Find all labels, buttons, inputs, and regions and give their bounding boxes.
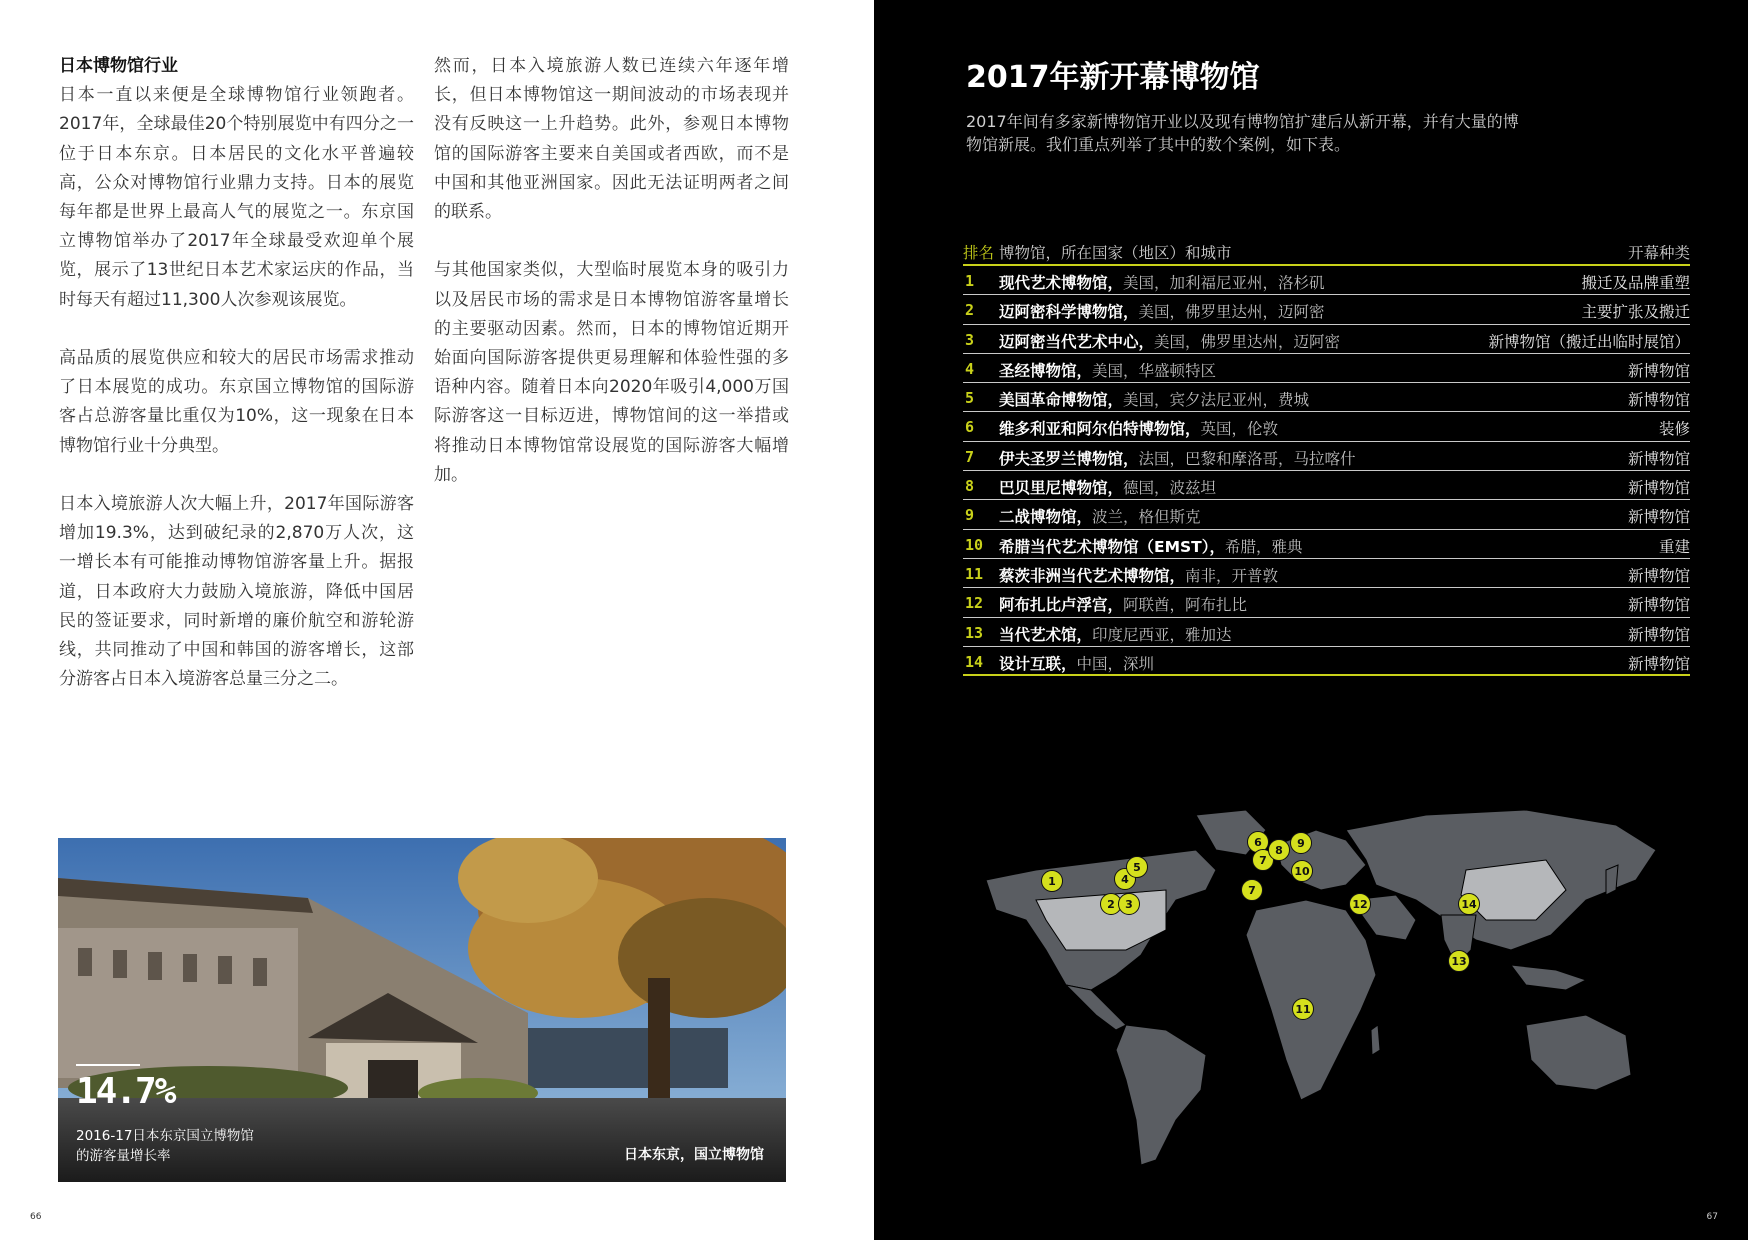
row-type: 新博物馆 — [1627, 654, 1690, 673]
museum-name: 现代艺术博物馆， — [999, 274, 1124, 292]
museum-location: 波兰，格但斯克 — [1092, 508, 1201, 527]
row-museum — [999, 652, 1154, 674]
header-museum: 博物馆，所在国家（地区）和城市 — [999, 244, 1232, 262]
museum-location: 阿联酋，阿布扎比 — [1123, 596, 1248, 615]
table-row — [963, 266, 1690, 295]
row-rank: 12 — [965, 594, 984, 613]
map-pin-14: 14 — [1458, 893, 1480, 915]
map-pin-12: 12 — [1349, 893, 1371, 915]
row-museum — [999, 300, 1325, 322]
map-pin-8: 8 — [1268, 839, 1290, 861]
row-type: 新博物馆（搬迁出临时展馆） — [1488, 332, 1690, 351]
stat-caption: 2016-17日本东京国立博物馆的游客量增长率 — [76, 1128, 254, 1164]
table-row — [963, 500, 1690, 529]
row-museum — [999, 564, 1278, 586]
paragraph: 日本一直以来便是全球博物馆行业领跑者。2017年，全球最佳20个特别展览中有四分之一位于日本东京。日本居民的文化水平普遍较高，公众对博物馆行业鼎力支持。日本的展览每年都是世界上最高人气的展览之一。东京国立博物馆举办了2017年全球最受欢迎单个展览，展示了13世纪日本艺术家运庆的作品，当时每天有超过11,300人次参观该展览。 — [59, 85, 414, 310]
page-title: 2017年新开幕博物馆 — [966, 60, 1260, 95]
row-rank: 8 — [965, 477, 975, 496]
paragraph: 高品质的展览供应和较大的居民市场需求推动了日本展览的成功。东京国立博物馆的国际游客占总游客量比重仅为10%，这一现象在日本博物馆行业十分典型。 — [59, 348, 414, 456]
map-pin-5: 5 — [1126, 856, 1148, 878]
map-pin-2: 2 — [1100, 893, 1122, 915]
museum-location: 英国，伦敦 — [1200, 420, 1279, 439]
museum-location: 德国，波兹坦 — [1123, 479, 1217, 498]
text-column-1 — [59, 52, 414, 694]
museum-table — [963, 238, 1690, 676]
row-rank: 2 — [965, 301, 975, 320]
row-museum — [999, 623, 1232, 645]
map-pin-7: 7 — [1252, 849, 1274, 871]
table-row — [963, 588, 1690, 617]
museum-name: 当代艺术馆， — [999, 625, 1093, 644]
row-museum — [999, 271, 1325, 293]
row-type: 新博物馆 — [1627, 625, 1690, 644]
right-page — [874, 0, 1748, 1240]
table-row — [963, 618, 1690, 647]
row-rank: 5 — [965, 389, 975, 408]
row-type: 重建 — [1658, 537, 1690, 556]
row-type: 新博物馆 — [1627, 508, 1690, 527]
row-rank: 13 — [965, 623, 984, 642]
text-column-2 — [434, 52, 789, 490]
museum-location: 美国，华盛顿特区 — [1092, 361, 1217, 380]
museum-name: 迈阿密科学博物馆， — [999, 303, 1139, 322]
row-type: 新博物馆 — [1627, 391, 1690, 410]
museum-name: 巴贝里尼博物馆， — [999, 479, 1124, 498]
table-header — [963, 238, 1690, 266]
row-museum — [999, 388, 1309, 410]
row-type: 搬迁及品牌重塑 — [1581, 274, 1690, 292]
map-pin-3: 3 — [1118, 893, 1140, 915]
paragraph: 日本入境旅游人次大幅上升，2017年国际游客增加19.3%，达到破纪录的2,870万人次，这一增长本有可能推动博物馆游客量上升。据报道，日本政府大力鼓励入境旅游，降低中国居民的签证要求，同时新增的廉价航空和游轮游线，共同推动了中国和韩国的游客增长，这部分游客占日本入境游客总量三分之二。 — [59, 494, 414, 690]
map-pin-1: 1 — [1041, 870, 1063, 892]
table-row — [963, 295, 1690, 324]
section-heading: 日本博物馆行业 — [59, 56, 178, 76]
row-type: 主要扩张及搬迁 — [1581, 303, 1690, 322]
row-rank: 4 — [965, 359, 975, 378]
world-map-shapes — [966, 790, 1686, 1180]
museum-name: 圣经博物馆， — [999, 361, 1093, 380]
museum-location: 美国，宾夕法尼亚州，费城 — [1123, 391, 1310, 410]
museum-location: 印度尼西亚，雅加达 — [1092, 625, 1232, 644]
map-pin-11: 11 — [1292, 998, 1314, 1020]
row-museum — [999, 330, 1340, 352]
museum-name: 阿布扎比卢浮宫， — [999, 596, 1124, 615]
row-rank: 9 — [965, 506, 975, 525]
museum-name: 希腊当代艺术博物馆（EMST）， — [999, 537, 1225, 556]
museum-name: 二战博物馆， — [999, 508, 1093, 527]
row-museum — [999, 359, 1216, 381]
stat-divider — [76, 1064, 140, 1066]
row-type: 新博物馆 — [1627, 596, 1690, 615]
table-row — [963, 412, 1690, 441]
row-museum — [999, 447, 1356, 469]
photo-caption: 日本东京，国立博物馆 — [624, 1147, 764, 1163]
museum-location: 法国，巴黎和摩洛哥，马拉喀什 — [1138, 449, 1356, 468]
row-type: 新博物馆 — [1627, 449, 1690, 468]
museum-name: 维多利亚和阿尔伯特博物馆， — [999, 420, 1201, 439]
row-rank: 1 — [965, 272, 975, 290]
table-row — [963, 354, 1690, 383]
table-row — [963, 559, 1690, 588]
museum-location: 中国，深圳 — [1076, 654, 1155, 673]
row-type: 新博物馆 — [1627, 479, 1690, 498]
intro-text: 2017年间有多家新博物馆开业以及现有博物馆扩建后从新开幕，并有大量的博物馆新展。我们重点列举了其中的数个案例，如下表。 — [966, 112, 1519, 154]
table-body — [963, 266, 1690, 676]
paragraph: 然而，日本入境旅游人数已连续六年逐年增长，但日本博物馆这一期间波动的市场表现并没有反映这一上升趋势。此外，参观日本博物馆的国际游客主要来自美国或者西欧，而不是中国和其他亚洲国家。因此无法证明两者之间的联系。 — [434, 56, 789, 223]
row-rank: 6 — [965, 418, 975, 437]
museum-name: 迈阿密当代艺术中心， — [999, 332, 1155, 351]
map-pin-10: 10 — [1291, 860, 1313, 882]
museum-name: 美国革命博物馆， — [999, 391, 1124, 410]
museum-location: 希腊，雅典 — [1225, 537, 1303, 556]
row-type: 装修 — [1658, 420, 1690, 439]
row-museum — [999, 417, 1278, 439]
page-number: 67 — [1706, 1212, 1718, 1222]
museum-location: 美国，加利福尼亚州，洛杉矶 — [1123, 274, 1325, 292]
paragraph: 与其他国家类似，大型临时展览本身的吸引力以及居民市场的需求是日本博物馆游客量增长的主要驱动因素。然而，日本的博物馆近期开始面向国际游客提供更易理解和体验性强的多语种内容。随着日本向2020年吸引4,000万国际游客这一目标迈进，博物馆间的这一举措或将推动日本博物馆常设展览的国际游客大幅增加。 — [434, 260, 789, 485]
museum-location: 美国，佛罗里达州，迈阿密 — [1138, 303, 1325, 322]
world-map — [966, 790, 1686, 1180]
row-rank: 10 — [965, 535, 984, 554]
row-rank: 3 — [965, 330, 975, 349]
stat-value: 14.7% — [76, 1071, 175, 1112]
map-pin-7: 7 — [1241, 879, 1263, 901]
row-rank: 14 — [965, 652, 984, 671]
museum-name: 伊夫圣罗兰博物馆， — [999, 449, 1139, 468]
museum-name: 蔡茨非洲当代艺术博物馆， — [999, 566, 1186, 585]
row-museum — [999, 535, 1303, 557]
header-type: 开幕种类 — [1627, 244, 1690, 262]
table-row — [963, 383, 1690, 412]
map-pin-9: 9 — [1290, 832, 1312, 854]
map-pin-4: 4 — [1114, 868, 1136, 890]
map-pin-13: 13 — [1448, 950, 1470, 972]
map-pin-6: 6 — [1247, 831, 1269, 853]
row-rank: 7 — [965, 447, 975, 466]
table-row — [963, 325, 1690, 354]
table-row — [963, 530, 1690, 559]
row-museum — [999, 476, 1216, 498]
table-row — [963, 647, 1690, 676]
row-type: 新博物馆 — [1627, 566, 1690, 585]
museum-name: 设计互联， — [999, 654, 1077, 673]
table-row — [963, 471, 1690, 500]
row-museum — [999, 593, 1247, 615]
header-rank: 排名 — [963, 244, 995, 262]
page-number: 66 — [30, 1212, 42, 1222]
row-rank: 11 — [965, 564, 984, 583]
row-museum — [999, 505, 1201, 527]
museum-location: 南非，开普敦 — [1185, 566, 1279, 585]
row-type: 新博物馆 — [1627, 361, 1690, 380]
museum-location: 美国，佛罗里达州，迈阿密 — [1154, 332, 1341, 351]
table-row — [963, 442, 1690, 471]
